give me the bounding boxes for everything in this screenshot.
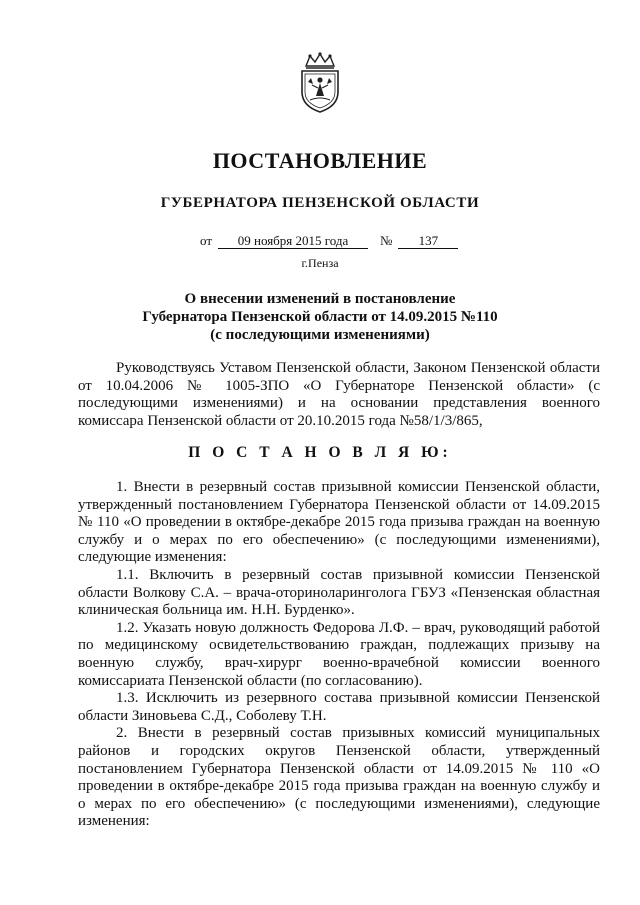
document-title: ПОСТАНОВЛЕНИЕ [212,148,428,173]
paragraph-1-1: 1.1. Включить в резервный состав призывной комиссии Пензенской области Волкову С.А. – врача-оториноларинголога ГБУЗ «Пензенская областная клиническая больница им. Н.Н. Бурденко». [78,566,600,619]
penza-coat-of-arms-icon [296,52,344,114]
heading-line: О внесении изменений в постановление [184,291,456,307]
decree-items [78,479,600,831]
paragraph-1-3: 1.3. Исключить из резервного состава призывной комиссии Пензенской области Зиновьева С.Д., Соболеву Т.Н. [78,690,600,724]
document-number: 137 [398,234,458,249]
document-date: 09 ноября 2015 года [218,234,368,249]
decree-word: П О С Т А Н О В Л Я Ю: [188,444,452,461]
date-number-line [200,233,458,249]
paragraph-2: 2. Внести в резервный состав призывных комиссий муниципальных районов и городских округов Пензенской области, утвержденный постановлением Губернатора Пензенской области от 14.09.2015 № 110 «О проведении в октябре-декабре 2015 года призыва граждан на военную службу и о мерах по его обеспечению» (с последующими изменениями), следующие изменения: [78,725,600,830]
heading-line: Губернатора Пензенской области от 14.09.2015 №110 [142,309,498,325]
issuer-subtitle: ГУБЕРНАТОРА ПЕНЗЕНСКОЙ ОБЛАСТИ [160,195,480,211]
city-name: г.Пенза [301,256,339,270]
preamble-block [78,360,600,430]
heading-line: (с последующими изменениями) [210,327,430,343]
paragraph-1-2: 1.2. Указать новую должность Федорова Л.Ф. – врач, руководящий работой по медицинскому освидетельствованию граждан, подлежащих призыву на военную службу, врач-хирург военно-врачебной комиссии военного комиссариата Пензенской области (по согласованию). [78,619,600,689]
preamble-paragraph: Руководствуясь Уставом Пензенской области, Законом Пензенской области от 10.04.2006 № 1005-ЗПО «О Губернаторе Пензенской области» (с последующими изменениями) и на основании представления военного комиссара Пензенской области от 20.10.2015 года №58/1/3/865, [78,360,600,429]
date-from-label: от [200,233,213,248]
paragraph-1: 1. Внести в резервный состав призывной комиссии Пензенской области, утвержденный постановлением Губернатора Пензенской области от 14.09.2015 № 110 «О проведении в октябре-декабре 2015 года призыва граждан на военную службу и о мерах по его обеспечению» (с последующими изменениями), следующие изменения: [78,479,600,566]
document-heading [0,290,640,344]
number-label: № [380,233,393,248]
